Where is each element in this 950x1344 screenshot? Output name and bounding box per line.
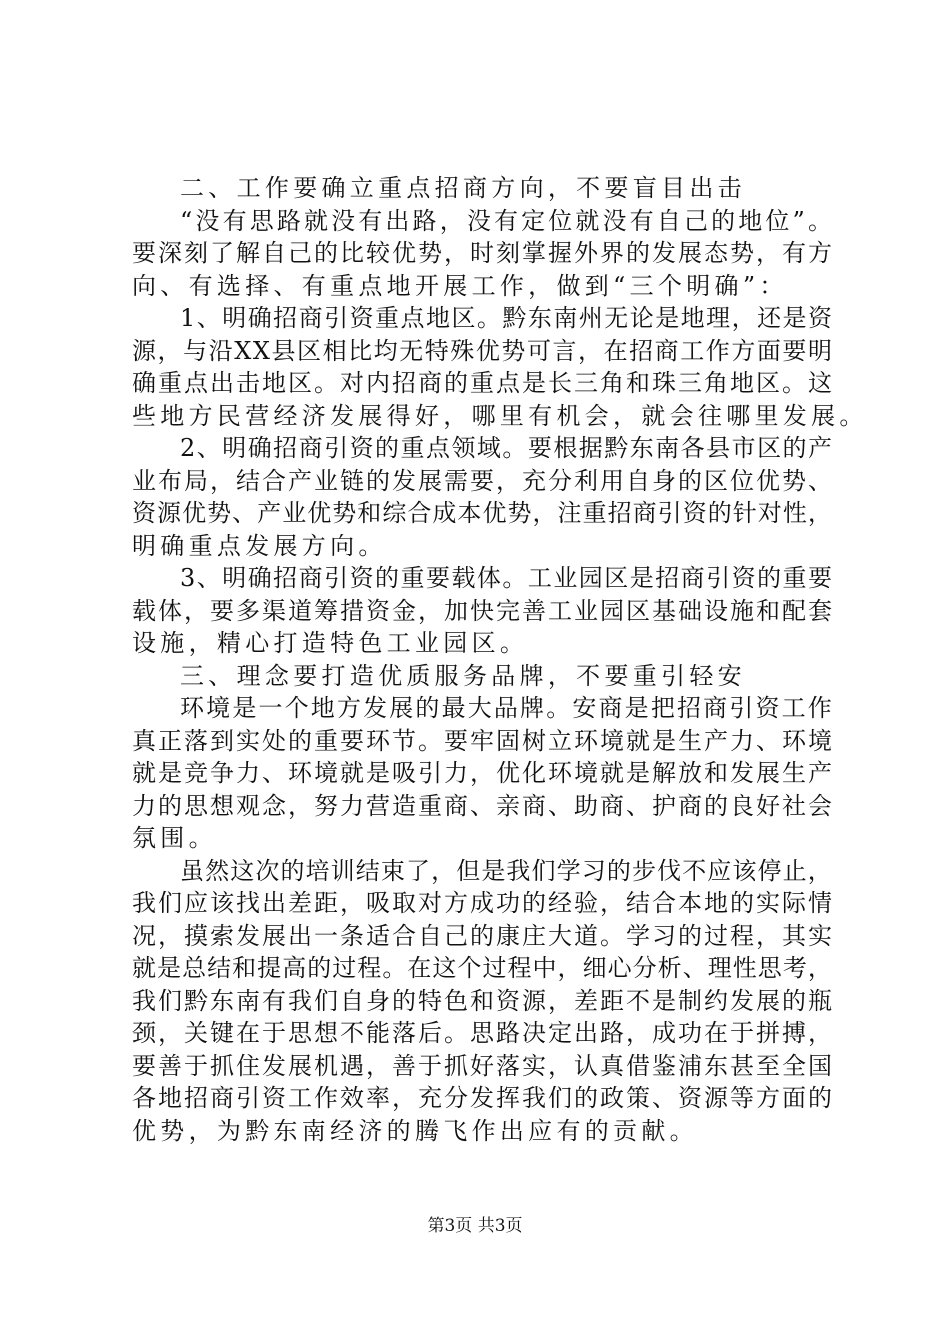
text-line: 些 地 方 民 营 经 济 发 展 得 好 ， 哪 里 有 机 会 ， 就 会 往 哪 里 发 展 。: [132, 401, 864, 430]
text-line: 1 、 明 确 招 商 引 资 重 点 地 区 。 黔 东 南 州 无 论 是 地 理 ， 还 是 资: [180, 304, 832, 332]
text-line: 力 的 思 想 观 念 ， 努 力 营 造 重 商 、 亲 商 、 助 商 、 护 商 的 良 好 社 会: [132, 791, 832, 820]
page-footer: 第3页 共3页: [427, 1216, 523, 1236]
text-line: 就 是 竞 争 力 、 环 境 就 是 吸 引 力 ， 优 化 环 境 就 是 解 放 和 发 展 生 产: [132, 759, 832, 787]
text-line: 况 ， 摸 索 发 展 出 一 条 适 合 自 己 的 康 庄 大 道 。 学 习 的 过 程 ， 其 实: [132, 921, 832, 950]
text-line: 颈 ， 关 键 在 于 思 想 不 能 落 后 。 思 路 决 定 出 路 ， 成 功 在 于 拼 搏 ，: [132, 1019, 832, 1047]
text-line: 我 们 黔 东 南 有 我 们 自 身 的 特 色 和 资 源 ， 差 距 不 是 制 约 发 展 的 瓶: [132, 986, 832, 1015]
text-line: 二 、 工 作 要 确 立 重 点 招 商 方 向 ， 不 要 盲 目 出 击: [180, 174, 742, 202]
text-line: 向 、 有 选 择 、 有 重 点 地 开 展 工 作 ， 做 到 “ 三 个 明 确 ” ：: [132, 271, 784, 300]
text-line: 真 正 落 到 实 处 的 重 要 环 节 。 要 牢 固 树 立 环 境 就 是 生 产 力 、 环 境: [132, 726, 832, 755]
text-line: 就 是 总 结 和 提 高 的 过 程 。 在 这 个 过 程 中 ， 细 心 分 析 、 理 性 思 考 ，: [132, 954, 832, 982]
text-line: 设 施 ， 精 心 打 造 特 色 工 业 园 区 。: [132, 629, 524, 657]
text-line: 氛 围 。: [132, 824, 213, 852]
text-line: 源 ， 与 沿 X X 县 区 相 比 均 无 特 殊 优 势 可 言 ， 在 招 商 工 作 方 面 要 明: [132, 336, 832, 365]
text-line: 明 确 重 点 发 展 方 向 。: [132, 531, 383, 560]
text-line: 环 境 是 一 个 地 方 发 展 的 最 大 品 牌 。 安 商 是 把 招 商 引 资 工 作: [180, 694, 832, 722]
text-line: 虽 然 这 次 的 培 训 结 束 了 ， 但 是 我 们 学 习 的 步 伐 不 应 该 停 止 ，: [180, 856, 832, 885]
text-line: 要 深 刻 了 解 自 己 的 比 较 优 势 ， 时 刻 掌 握 外 界 的 发 展 态 势 ， 有 方: [132, 239, 832, 267]
text-line: 各 地 招 商 引 资 工 作 效 率 ， 充 分 发 挥 我 们 的 政 策 、 资 源 等 方 面 的: [132, 1084, 832, 1112]
text-line: 载 体 ， 要 多 渠 道 筹 措 资 金 ， 加 快 完 善 工 业 园 区 基 础 设 施 和 配 套: [132, 596, 832, 625]
text-line: 业 布 局 ， 结 合 产 业 链 的 发 展 需 要 ， 充 分 利 用 自 身 的 区 位 优 势 、: [132, 466, 832, 495]
text-line: 2 、 明 确 招 商 引 资 的 重 点 领 域 。 要 根 据 黔 东 南 各 县 市 区 的 产: [180, 434, 832, 462]
text-line: 要 善 于 抓 住 发 展 机 遇 ， 善 于 抓 好 落 实 ， 认 真 借 鉴 浦 东 甚 至 全 国: [132, 1051, 832, 1080]
text-line: 确 重 点 出 击 地 区 。 对 内 招 商 的 重 点 是 长 三 角 和 珠 三 角 地 区 。 这: [132, 369, 832, 397]
text-line: 资 源 优 势 、 产 业 优 势 和 综 合 成 本 优 势 ， 注 重 招 商 引 资 的 针 对 性 ，: [132, 499, 832, 527]
text-line: 3 、 明 确 招 商 引 资 的 重 要 载 体 。 工 业 园 区 是 招 商 引 资 的 重 要: [180, 564, 832, 592]
text-line: 三 、 理 念 要 打 造 优 质 服 务 品 牌 ， 不 要 重 引 轻 安: [180, 661, 742, 690]
text-line: 优 势 ， 为 黔 东 南 经 济 的 腾 飞 作 出 应 有 的 贡 献 。: [132, 1116, 694, 1145]
document-body: [132, 172, 864, 1147]
text-line: 我 们 应 该 找 出 差 距 ， 吸 取 对 方 成 功 的 经 验 ， 结 合 本 地 的 实 际 情: [132, 889, 832, 917]
text-line: “ 没 有 思 路 就 没 有 出 路 ， 没 有 定 位 就 没 有 自 己 的 地 位 ” 。: [180, 206, 832, 235]
